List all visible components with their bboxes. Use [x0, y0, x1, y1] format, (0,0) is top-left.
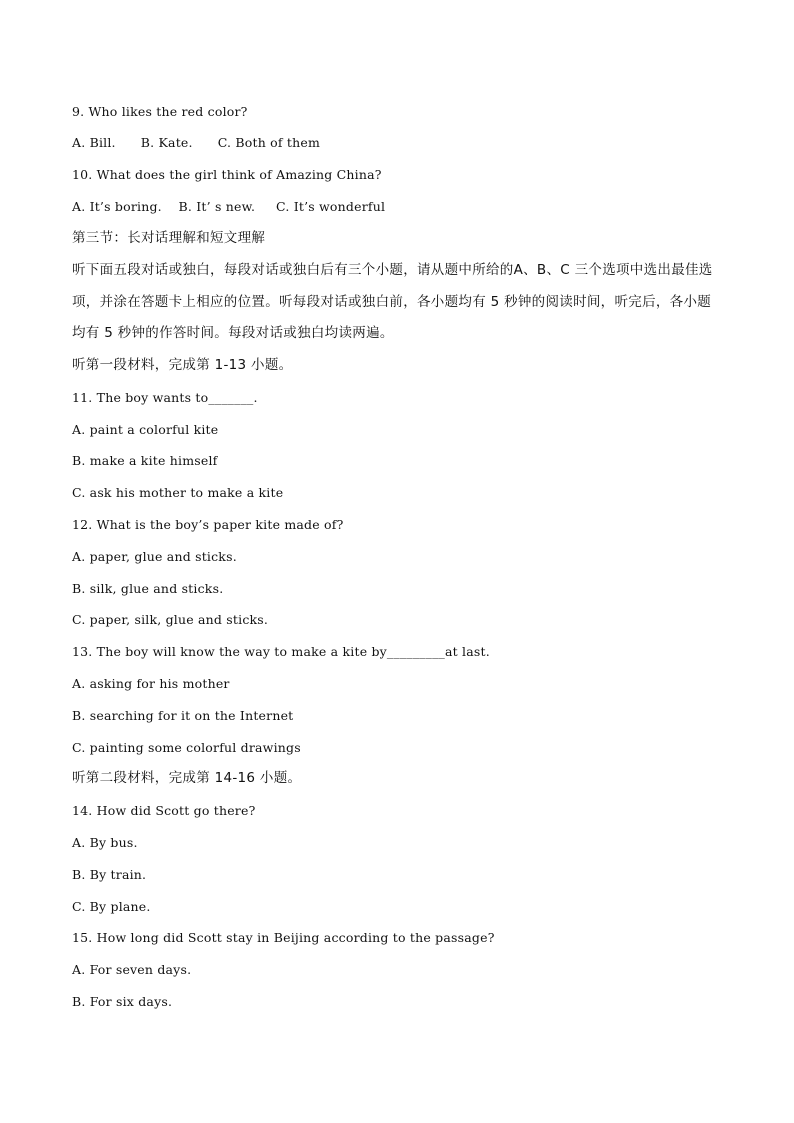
question-12: 12. What is the boy’s paper kite made of? — [72, 517, 344, 532]
section-heading: 第三节：长对话理解和短文理解 — [72, 230, 266, 246]
question-14-option-c: C. By plane. — [72, 899, 151, 914]
question-13-option-a: A. asking for his mother — [72, 676, 230, 691]
question-13-option-c: C. painting some colorful drawings — [72, 740, 301, 755]
question-15-option-b: B. For six days. — [72, 994, 173, 1009]
question-15: 15. How long did Scott stay in Beijing according to the passage? — [72, 930, 495, 945]
question-12-option-b: B. silk, glue and sticks. — [72, 581, 224, 596]
question-9: 9. Who likes the red color? — [72, 104, 248, 119]
question-12-option-a: A. paper, glue and sticks. — [72, 549, 237, 564]
question-13-option-b: B. searching for it on the Internet — [72, 708, 294, 723]
instructions-line-1: 听下面五段对话或独白，每段对话或独白后有三个小题，请从题中所给的A、B、C 三个选项中选出最佳选 — [72, 262, 713, 278]
question-11: 11. The boy wants to_______. — [72, 390, 258, 405]
question-14-option-a: A. By bus. — [72, 835, 138, 850]
material-1-heading: 听第一段材料，完成第 1-13 小题。 — [72, 357, 293, 373]
question-11-option-c: C. ask his mother to make a kite — [72, 485, 284, 500]
question-14-option-b: B. By train. — [72, 867, 147, 882]
instructions-line-2: 项，并涂在答题卡上相应的位置。听每段对话或独白前，各小题均有 5 秒钟的阅读时间，听完后，各小题 — [72, 294, 712, 310]
instructions-line-3: 均有 5 秒钟的作答时间。每段对话或独白均读两遍。 — [72, 325, 394, 341]
question-14: 14. How did Scott go there? — [72, 803, 256, 818]
question-11-option-b: B. make a kite himself — [72, 453, 218, 468]
material-2-heading: 听第二段材料，完成第 14-16 小题。 — [72, 770, 302, 786]
question-10: 10. What does the girl think of Amazing China? — [72, 167, 382, 182]
question-13: 13. The boy will know the way to make a kite by_________at last. — [72, 644, 490, 659]
question-9-options: A. Bill. B. Kate. C. Both of them — [72, 135, 320, 150]
question-12-option-c: C. paper, silk, glue and sticks. — [72, 612, 269, 627]
question-11-option-a: A. paint a colorful kite — [72, 422, 219, 437]
question-10-options: A. It’s boring. B. It’ s new. C. It’s wonderful — [72, 199, 386, 214]
question-15-option-a: A. For seven days. — [72, 962, 192, 977]
